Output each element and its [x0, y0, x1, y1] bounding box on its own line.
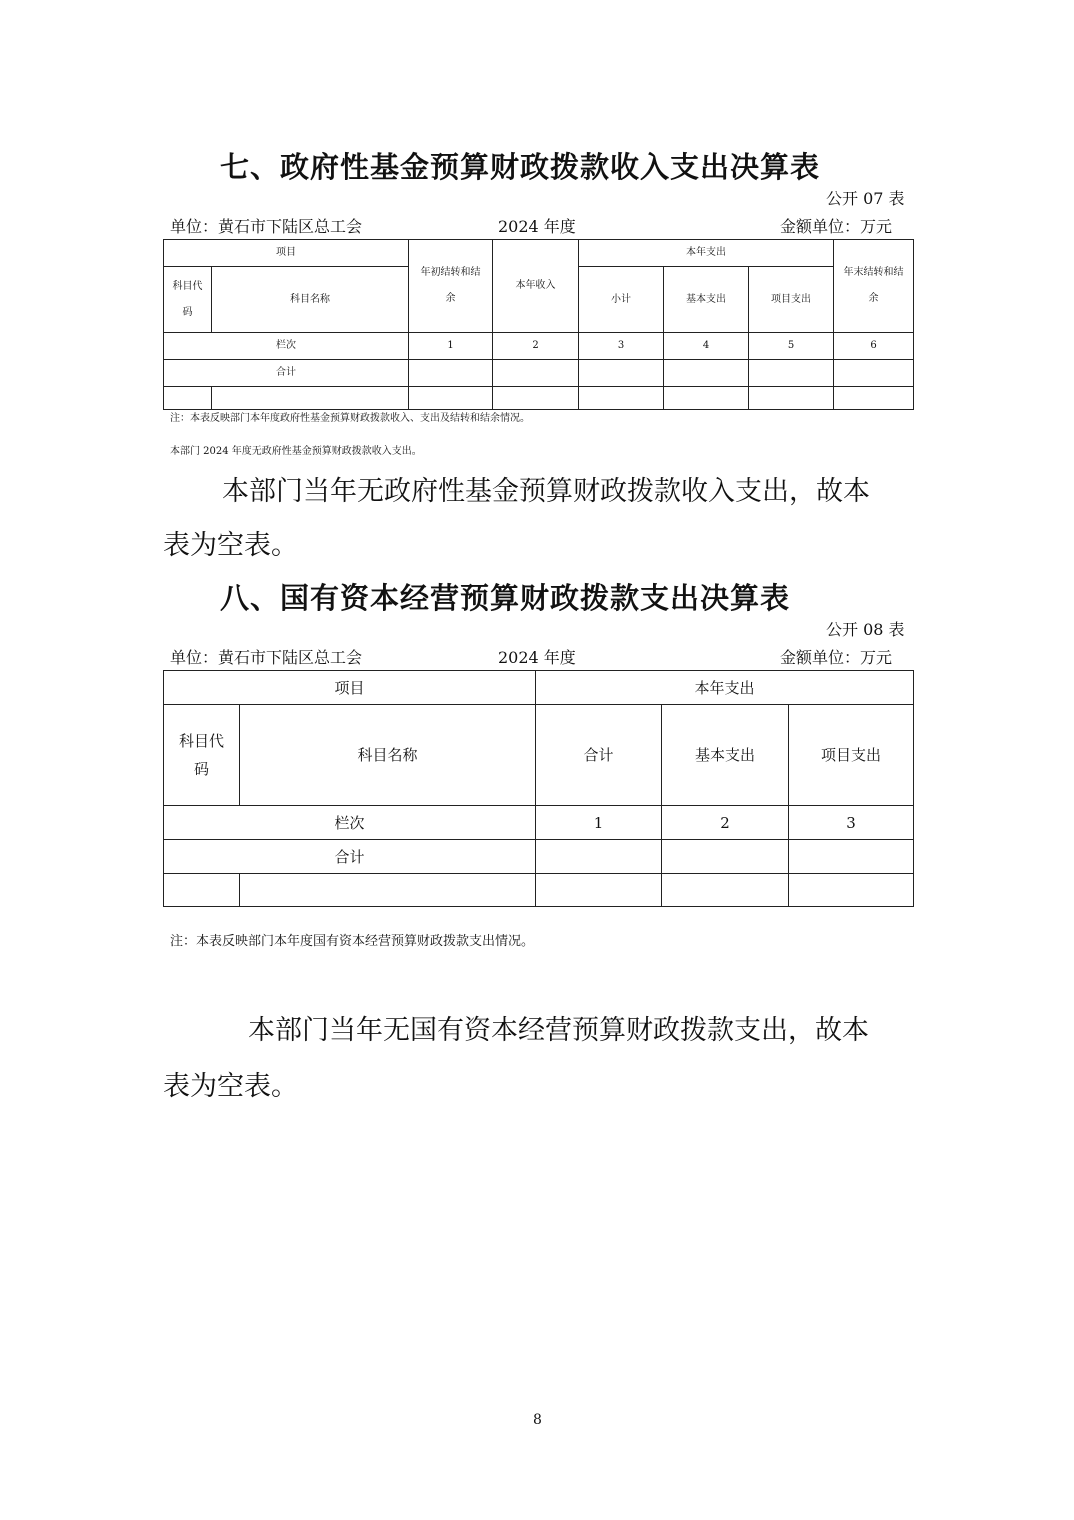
- row-number: 2: [493, 333, 579, 360]
- empty-cell: [579, 360, 664, 387]
- row-number: 2: [662, 806, 789, 840]
- section7-table-code: 公开 07 表: [826, 189, 905, 208]
- empty-cell: [834, 387, 914, 410]
- section7-para-line2: 表为空表。: [163, 530, 298, 561]
- header-begin-balance: [409, 240, 493, 333]
- empty-cell: [789, 874, 914, 907]
- section7-year: 2024 年度: [498, 217, 576, 236]
- header-subtotal: 小计: [579, 267, 664, 333]
- section7-unit: 单位：黄石市下陆区总工会: [170, 217, 363, 236]
- row-label: 栏次: [164, 806, 536, 840]
- header-code-line2: 码: [182, 306, 193, 318]
- row-number: 1: [536, 806, 662, 840]
- section8-amount-unit: 金额单位：万元: [780, 648, 893, 667]
- total-label: 合计: [164, 360, 409, 387]
- row-number: 3: [789, 806, 914, 840]
- section8-year: 2024 年度: [498, 648, 576, 667]
- page-number: 8: [533, 1412, 542, 1428]
- section8-para-line1: 本部门当年无国有资本经营预算财政拨款支出，故本: [248, 1015, 869, 1046]
- section8-title: 八、国有资本经营预算财政拨款支出决算表: [220, 581, 791, 615]
- header-end-balance-line2: 余: [868, 293, 879, 304]
- header-begin-balance-line2: 余: [445, 293, 456, 304]
- header-item: 项目支出: [789, 705, 914, 806]
- header-begin-balance-line1: 年初结转和结: [420, 267, 481, 278]
- row-label: 栏次: [164, 333, 409, 360]
- header-expense: 本年支出: [579, 240, 834, 267]
- empty-cell: [664, 360, 749, 387]
- header-item: 项目支出: [749, 267, 834, 333]
- empty-cell: [493, 360, 579, 387]
- header-project: 项目: [164, 671, 536, 705]
- empty-cell: [212, 387, 409, 410]
- section7-table: [163, 239, 914, 410]
- header-code-line1: 科目代: [178, 732, 224, 750]
- section7-note2: 本部门 2024 年度无政府性基金预算财政拨款收入支出。: [170, 446, 422, 457]
- section8-unit: 单位：黄石市下陆区总工会: [170, 648, 363, 667]
- section7-title: 七、政府性基金预算财政拨款收入支出决算表: [220, 150, 821, 184]
- empty-cell: [164, 387, 212, 410]
- header-code: [164, 267, 212, 333]
- header-end-balance-line1: 年末结转和结: [843, 267, 904, 278]
- section8-para-line2: 表为空表。: [163, 1071, 298, 1102]
- row-number: 5: [749, 333, 834, 360]
- header-code-line2: 码: [193, 760, 209, 778]
- empty-cell: [536, 874, 662, 907]
- row-number: 6: [834, 333, 914, 360]
- header-expense: 本年支出: [536, 671, 914, 705]
- header-project: 项目: [164, 240, 409, 267]
- header-code-line1: 科目代: [172, 280, 203, 292]
- empty-cell: [493, 387, 579, 410]
- section8-note: 注：本表反映部门本年度国有资本经营预算财政拨款支出情况。: [170, 934, 535, 949]
- section7-para-line1: 本部门当年无政府性基金预算财政拨款收入支出，故本: [222, 476, 870, 507]
- section8-table: [163, 670, 914, 907]
- section7-note1: 注：本表反映部门本年度政府性基金预算财政拨款收入、支出及结转和结余情况。: [170, 413, 530, 424]
- empty-cell: [536, 840, 662, 874]
- empty-cell: [749, 360, 834, 387]
- empty-cell: [749, 387, 834, 410]
- header-basic: 基本支出: [662, 705, 789, 806]
- empty-cell: [662, 874, 789, 907]
- total-label: 合计: [164, 840, 536, 874]
- empty-cell: [164, 874, 240, 907]
- row-number: 1: [409, 333, 493, 360]
- empty-cell: [664, 387, 749, 410]
- header-code: [164, 705, 240, 806]
- empty-cell: [834, 360, 914, 387]
- section8-table-code: 公开 08 表: [826, 620, 905, 639]
- empty-cell: [789, 840, 914, 874]
- header-name: 科目名称: [212, 267, 409, 333]
- row-number: 3: [579, 333, 664, 360]
- empty-cell: [409, 360, 493, 387]
- section7-amount-unit: 金额单位：万元: [780, 217, 893, 236]
- header-total: 合计: [536, 705, 662, 806]
- header-basic: 基本支出: [664, 267, 749, 333]
- empty-cell: [409, 387, 493, 410]
- empty-cell: [579, 387, 664, 410]
- header-income: 本年收入: [493, 240, 579, 333]
- header-name: 科目名称: [240, 705, 536, 806]
- empty-cell: [662, 840, 789, 874]
- empty-cell: [240, 874, 536, 907]
- header-end-balance: [834, 240, 914, 333]
- row-number: 4: [664, 333, 749, 360]
